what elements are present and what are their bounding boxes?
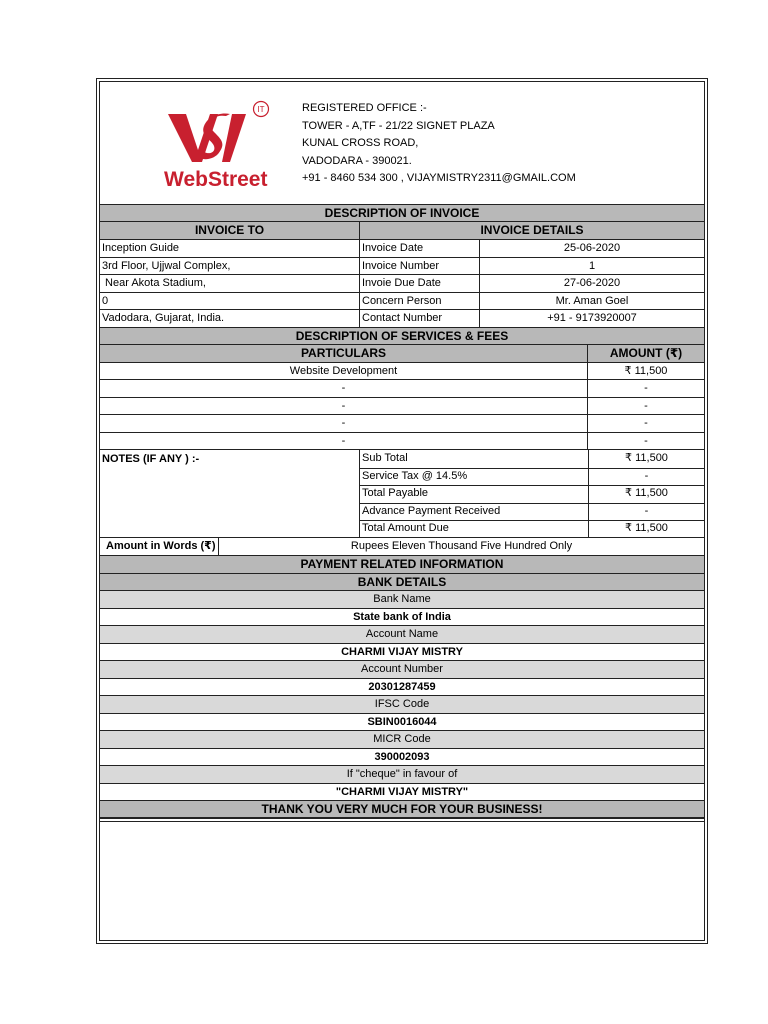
- particulars-heading: PARTICULARS: [300, 346, 387, 360]
- service-particular: -: [341, 417, 346, 429]
- total-label: Total Amount Due: [362, 522, 449, 534]
- service-row: [100, 380, 704, 398]
- detail-value: Mr. Aman Goel: [479, 293, 704, 310]
- detail-label: Invoice Date: [359, 240, 479, 257]
- company-logo: [160, 100, 270, 192]
- invoice-to-line: 3rd Floor, Ujjwal Complex,: [102, 259, 231, 272]
- thank-you-banner: THANK YOU VERY MUCH FOR YOUR BUSINESS!: [100, 801, 704, 819]
- service-particular: Website Development: [289, 364, 398, 377]
- company-name-text: WebStreet: [164, 168, 268, 191]
- total-row: [360, 520, 704, 538]
- office-line: REGISTERED OFFICE :-: [302, 102, 427, 114]
- total-value: ₹ 11,500: [588, 520, 704, 538]
- invoice-row: [100, 310, 704, 328]
- invoice-inner-border: [99, 81, 705, 941]
- invoice-to-line: 0: [102, 294, 109, 307]
- total-value: ₹ 11,500: [588, 485, 704, 503]
- service-row: [100, 415, 704, 433]
- total-row: [360, 468, 704, 487]
- totals-table: [359, 450, 704, 537]
- amount-words-value: Rupees Eleven Thousand Five Hundred Only: [218, 538, 704, 555]
- detail-value: 27-06-2020: [479, 275, 704, 292]
- invoice-row: [100, 258, 704, 276]
- service-particular: -: [341, 399, 346, 412]
- invoice-to-line: Inception Guide: [102, 242, 180, 254]
- bank-label: If "cheque" in favour of: [100, 766, 704, 784]
- service-row: [100, 398, 704, 416]
- bank-label: IFSC Code: [100, 696, 704, 714]
- invoice-to-line: Near Akota Stadium,: [102, 277, 206, 289]
- bank-value: State bank of India: [100, 609, 704, 627]
- total-label: Advance Payment Received: [362, 504, 501, 517]
- service-amount: -: [587, 415, 704, 432]
- service-amount: -: [587, 398, 704, 415]
- invoice-sheet: [96, 78, 708, 944]
- detail-value: 1: [479, 258, 704, 275]
- bank-label: Account Number: [100, 661, 704, 679]
- blank-footer-area: [100, 821, 704, 940]
- total-row: [360, 485, 704, 504]
- detail-label: Invoie Due Date: [359, 275, 479, 292]
- services-subheaders: [100, 345, 704, 363]
- amount-words-label: Amount in Words (₹): [106, 540, 216, 552]
- webstreet-logo-icon: [160, 100, 270, 192]
- bank-value: CHARMI VIJAY MISTRY: [100, 644, 704, 662]
- total-row: [360, 503, 704, 522]
- bank-value: 390002093: [100, 749, 704, 767]
- office-line: +91 - 8460 534 300 , VIJAYMISTRY2311@GMAIL.COM: [302, 172, 576, 184]
- invoice-row: [100, 293, 704, 311]
- bank-details-title: BANK DETAILS: [100, 574, 704, 592]
- total-value: ₹ 11,500: [588, 450, 704, 468]
- description-title: DESCRIPTION OF INVOICE: [100, 204, 704, 222]
- total-label: Service Tax @ 14.5%: [362, 469, 468, 482]
- service-amount: -: [587, 433, 704, 450]
- invoice-row: [100, 275, 704, 293]
- payment-info-title: PAYMENT RELATED INFORMATION: [100, 556, 704, 574]
- invoice-to-heading: INVOICE TO: [194, 223, 265, 237]
- service-row: [100, 363, 704, 381]
- bank-label: MICR Code: [100, 731, 704, 749]
- total-label: Total Payable: [362, 487, 429, 499]
- total-row: [360, 450, 704, 469]
- badge-text: IT: [257, 105, 265, 114]
- bank-value: "CHARMI VIJAY MISTRY": [100, 784, 704, 802]
- total-label: Sub Total: [362, 452, 408, 464]
- detail-value: 25-06-2020: [479, 240, 704, 257]
- service-amount: ₹ 11,500: [587, 363, 704, 380]
- services-title: DESCRIPTION OF SERVICES & FEES: [100, 328, 704, 346]
- invoice-to-line: Vadodara, Gujarat, India.: [102, 312, 225, 324]
- bank-value: 20301287459: [100, 679, 704, 697]
- notes-label: NOTES (IF ANY ) :-: [102, 453, 200, 465]
- office-line: KUNAL CROSS ROAD,: [302, 137, 419, 149]
- office-line: VADODARA - 390021.: [302, 154, 412, 167]
- invoice-subheaders: [100, 222, 704, 240]
- detail-label: Concern Person: [359, 293, 479, 310]
- bank-label: Account Name: [100, 626, 704, 644]
- amount-words-row: [100, 538, 704, 556]
- total-value: -: [588, 468, 704, 486]
- invoice-details-heading: INVOICE DETAILS: [359, 222, 704, 239]
- invoice-row: [100, 240, 704, 258]
- bank-value: SBIN0016044: [100, 714, 704, 732]
- amount-heading: AMOUNT (₹): [587, 345, 704, 362]
- detail-label: Invoice Number: [359, 258, 479, 275]
- totals-block: [100, 450, 704, 538]
- service-particular: -: [341, 382, 346, 394]
- service-particular: -: [341, 434, 346, 447]
- service-amount: -: [587, 380, 704, 397]
- bank-label: Bank Name: [100, 591, 704, 609]
- office-line: TOWER - A,TF - 21/22 SIGNET PLAZA: [302, 119, 495, 132]
- service-row: [100, 433, 704, 451]
- detail-value: +91 - 9173920007: [479, 310, 704, 327]
- total-value: -: [588, 503, 704, 521]
- registered-office-block: [302, 100, 576, 188]
- detail-label: Contact Number: [359, 310, 479, 327]
